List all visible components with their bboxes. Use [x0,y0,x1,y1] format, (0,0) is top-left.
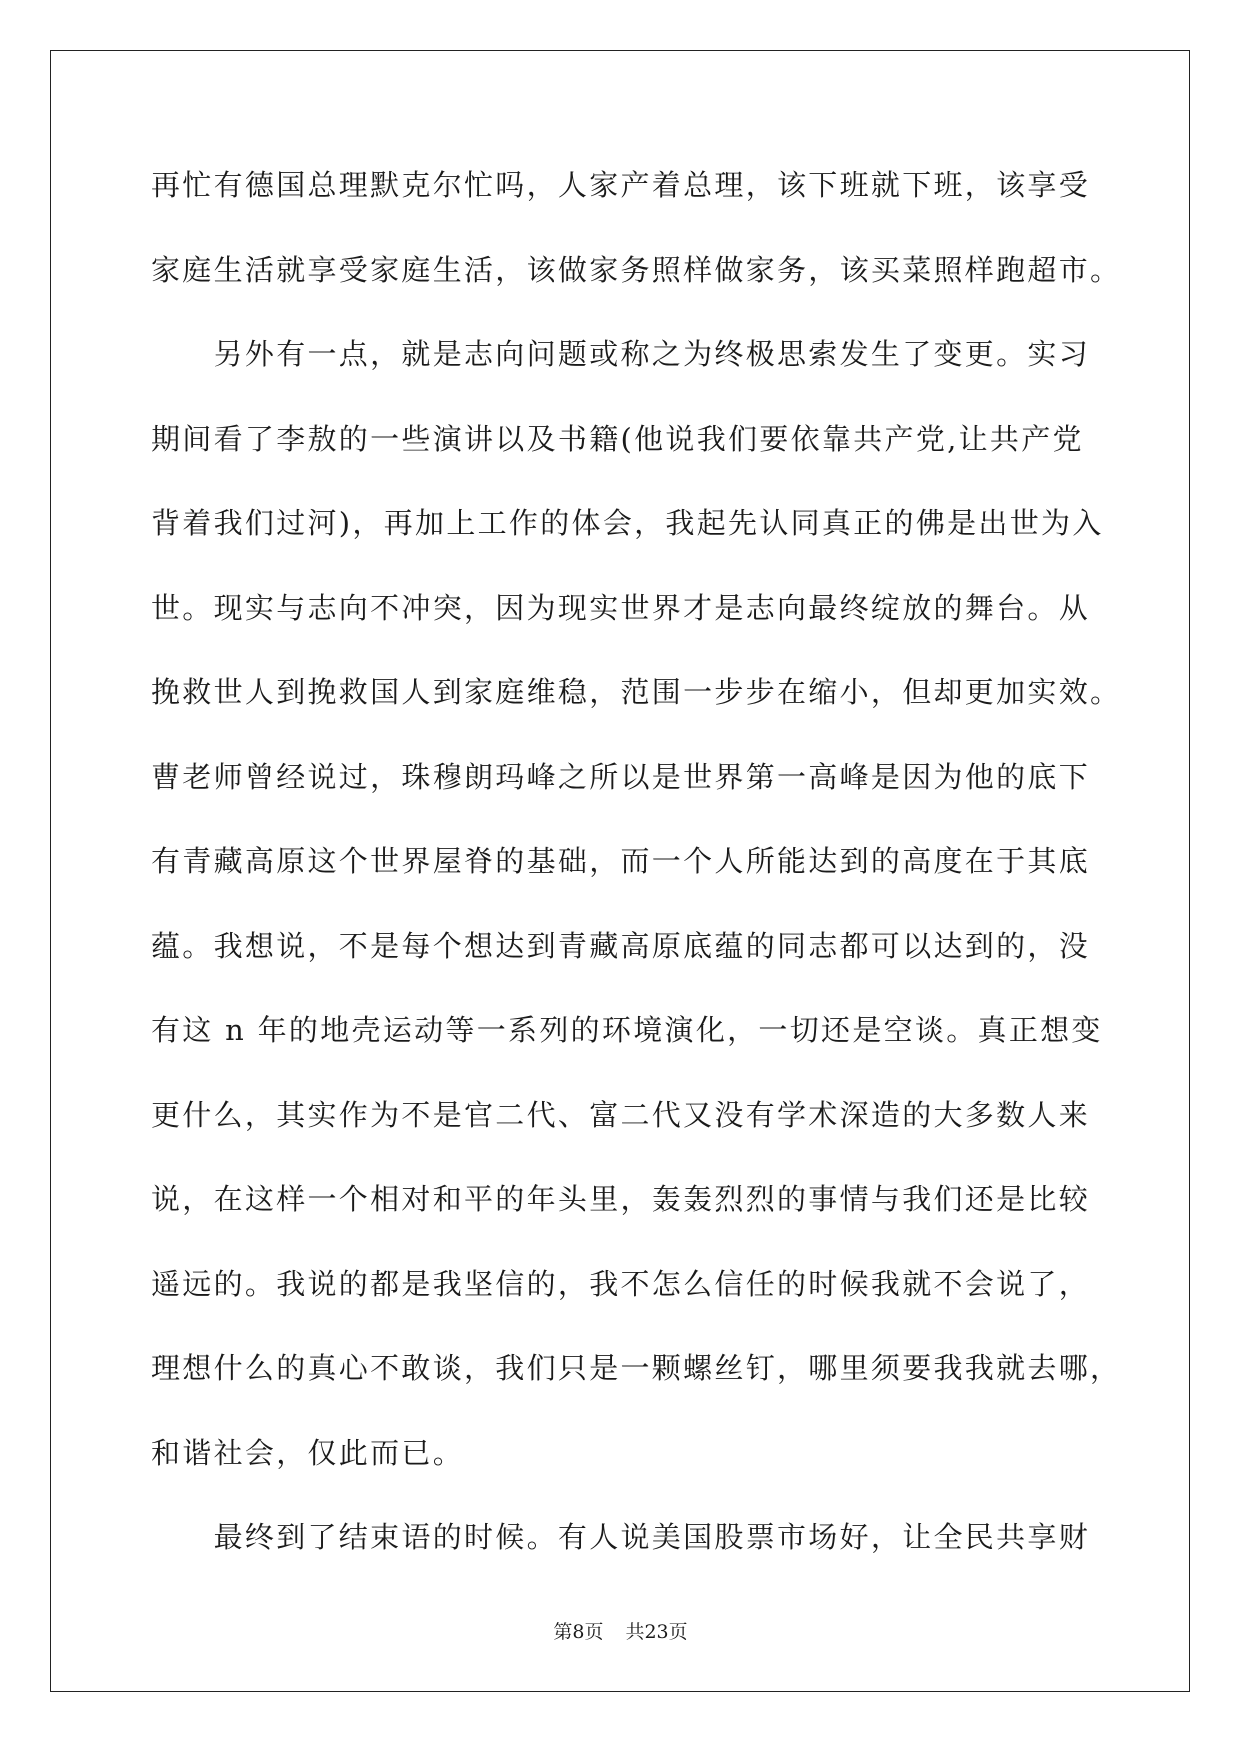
text-line: 和谐社会，仅此而已。 [151,1435,465,1470]
text-line: 说，在这样一个相对和平的年头里，轰轰烈烈的事情与我们还是比较 [151,1182,1091,1216]
text-line: 曹老师曾经说过，珠穆朗玛峰之所以是世界第一高峰是因为他的底下 [151,759,1091,794]
document-body [151,160,1122,1597]
text-line: 挽救世人到挽救国人到家庭维稳，范围一步步在缩小，但却更加实效。 [151,675,1122,709]
text-line: 期间看了李敖的一些演讲以及书籍(他说我们要依靠共产党,让共产党 [151,421,1084,456]
text-line: 另外有一点，就是志向问题或称之为终极思索发生了变更。实习 [151,337,1091,371]
text-line: 理想什么的真心不敢谈，我们只是一颗螺丝钉，哪里须要我我就去哪， [151,1351,1122,1385]
text-line: 蕴。我想说，不是每个想达到青藏高原底蕴的同志都可以达到的，没 [151,928,1091,963]
text-line: 最终到了结束语的时候。有人说美国股票市场好，让全民共享财 [151,1520,1091,1554]
text-line: 家庭生活就享受家庭生活，该做家务照样做家务，该买菜照样跑超市。 [151,252,1122,287]
page-footer [0,1617,1241,1644]
text-line: 背着我们过河)，再加上工作的体会，我起先认同真正的佛是出世为入 [151,506,1104,540]
text-line: 再忙有德国总理默克尔忙吗，人家产着总理，该下班就下班，该享受 [151,168,1091,202]
text-line: 世。现实与志向不冲突，因为现实世界才是志向最终绽放的舞台。从 [151,590,1091,625]
text-line: 遥远的。我说的都是我坚信的，我不怎么信任的时候我就不会说了， [151,1266,1091,1301]
text-line: 更什么，其实作为不是官二代、富二代又没有学术深造的大多数人来 [151,1097,1091,1132]
text-line: 有这 n 年的地壳运动等一系列的环境演化，一切还是空谈。真正想变 [151,1013,1103,1047]
page-number: 第8页 [553,1621,604,1643]
text-line: 有青藏高原这个世界屋脊的基础，而一个人所能达到的高度在于其底 [151,844,1091,878]
page-total: 共23页 [625,1621,688,1643]
